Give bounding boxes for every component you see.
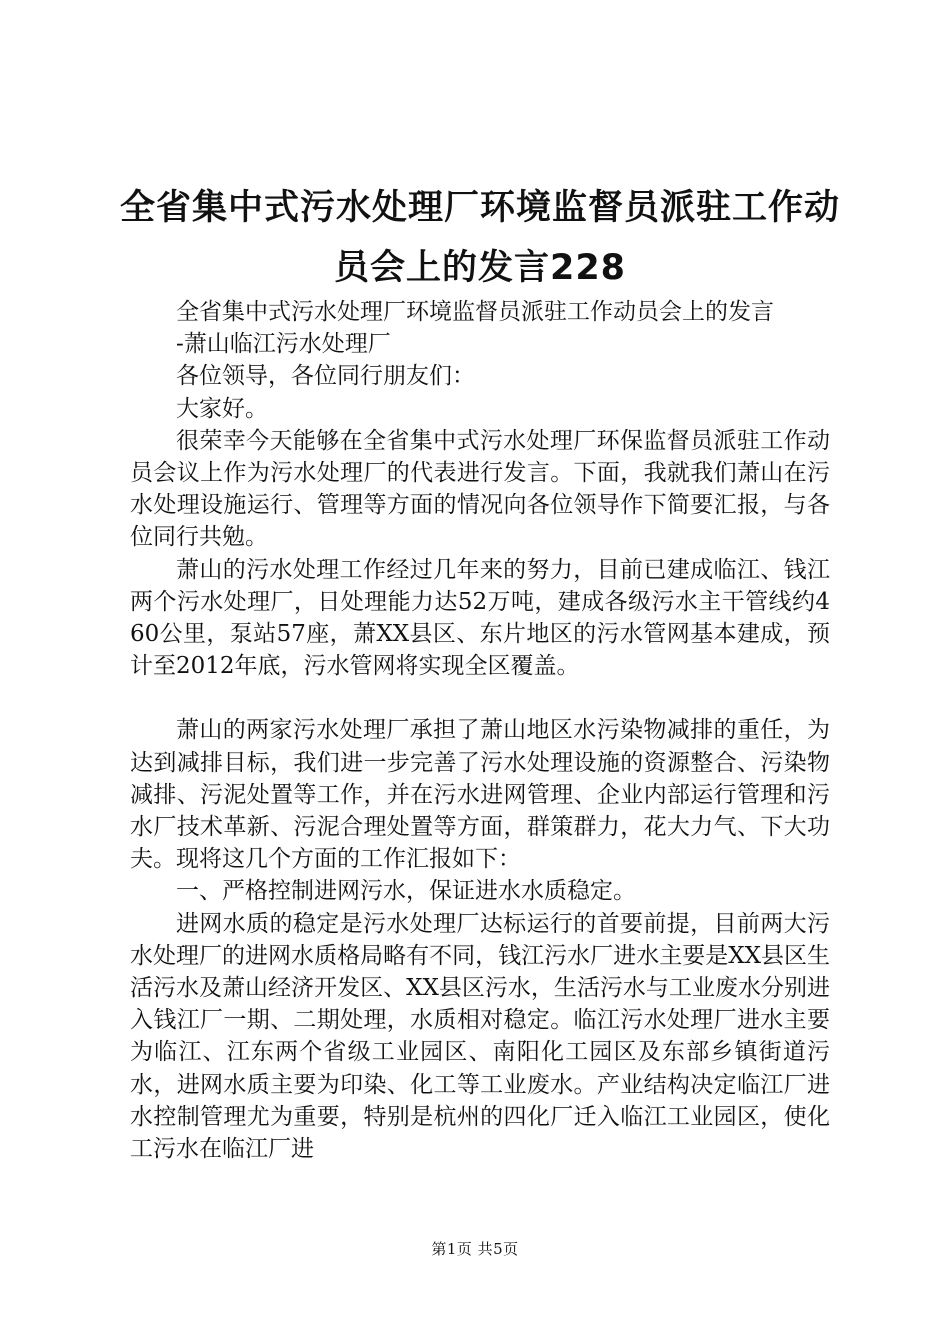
body-paragraph: 萧山的污水处理工作经过几年来的努力，目前已建成临江、钱江两个污水处理厂，日处理能力达52万吨，建成各级污水主干管线约460公里，泵站57座，萧XX县区、东片地区的污水管网基本建成，预计至2012年底，污水管网将实现全区覆盖。 — [130, 556, 830, 680]
body-paragraph: 萧山的两家污水处理厂承担了萧山地区水污染物减排的重任，为达到减排目标，我们进一步完善了污水处理设施的资源整合、污染物减排、污泥处置等工作，并在污水进网管理、企业内部运行管理和污水厂技术革新、污泥合理处置等方面，群策群力，花大力气、下大功夫。现将这几个方面的工作汇报如下： — [130, 717, 830, 873]
document-title — [110, 178, 850, 298]
document-body — [130, 296, 830, 1165]
author-line: -萧山临江污水处理厂 — [176, 331, 391, 358]
body-paragraph: 很荣幸今天能够在全省集中式污水处理厂环保监督员派驻工作动员会议上作为污水处理厂的代表进行发言。下面，我就我们萧山在污水处理设施运行、管理等方面的情况向各位领导作下简要汇报，与各位同行共勉。 — [130, 427, 830, 551]
title-line-2: 员会上的发言228 — [333, 248, 627, 288]
body-paragraph: 进网水质的稳定是污水处理厂达标运行的首要前提，目前两大污水处理厂的进网水质格局略有不同，钱江污水厂进水主要是XX县区生活污水及萧山经济开发区、XX县区污水，生活污水与工业废水分别进入钱江厂一期、二期处理，水质相对稳定。临江污水处理厂进水主要为临江、江东两个省级工业园区、南阳化工园区及东部乡镇街道污水，进网水质主要为印染、化工等工业废水。产业结构决定临江厂进水控制管理尤为重要，特别是杭州的四化厂迁入临江工业园区，使化工污水在临江厂进 — [130, 910, 830, 1163]
title-line-1: 全省集中式污水处理厂环境监督员派驻工作动 — [119, 188, 840, 228]
greeting: 大家好。 — [176, 395, 268, 422]
section-heading: 一、严格控制进网污水，保证进水水质稳定。 — [176, 878, 636, 905]
subtitle-paragraph: 全省集中式污水处理厂环境监督员派驻工作动员会上的发言 — [176, 299, 774, 325]
salutation: 各位领导，各位同行朋友们： — [176, 363, 475, 390]
page-footer: 第1页 共5页 — [431, 1240, 519, 1258]
